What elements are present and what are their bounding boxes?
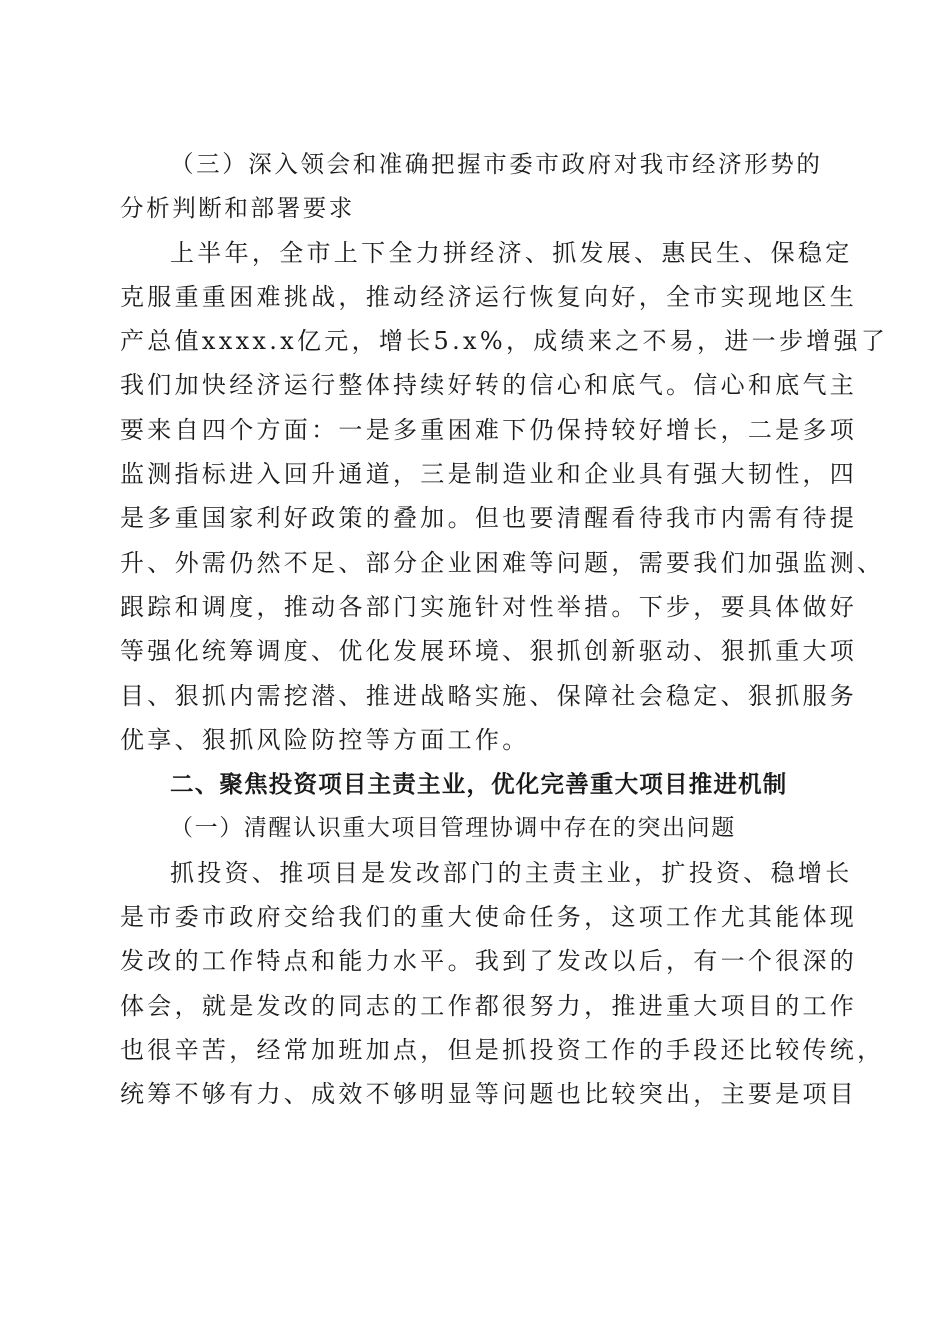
paragraph-line: 监测指标进入回升通道，三是制造业和企业具有强大韧性，四: [120, 460, 858, 489]
paragraph-line: 产总值xxxx.x亿元，增长5.x%，成绩来之不易，进一步增强了: [120, 327, 889, 356]
subsection-one-heading: （一）清醒认识重大项目管理协调中存在的突出问题: [170, 815, 736, 842]
paragraph-line: 是市委市政府交给我们的重大使命任务，这项工作尤其能体现: [120, 903, 858, 932]
paragraph-line: 统筹不够有力、成效不够明显等问题也比较突出，主要是项目: [120, 1080, 858, 1109]
paragraph-project-issues: [120, 851, 885, 1117]
paragraph-line: 跟踪和调度，推动各部门实施针对性举措。下步，要具体做好: [120, 592, 858, 621]
section-two-heading: 二、聚焦投资项目主责主业，优化完善重大项目推进机制: [170, 770, 788, 799]
section-three-heading: [120, 142, 832, 231]
document-page: [120, 142, 889, 1117]
paragraph-line: 也很辛苦，经常加班加点，但是抓投资工作的手段还比较传统，: [120, 1035, 885, 1064]
heading-line: 分析判断和部署要求: [120, 194, 355, 223]
paragraph-line: 抓投资、推项目是发改部门的主责主业，扩投资、稳增长: [170, 858, 853, 887]
paragraph-line: 体会，就是发改的同志的工作都很努力，推进重大项目的工作: [120, 991, 858, 1020]
paragraph-line: 发改的工作特点和能力水平。我到了发改以后，有一个很深的: [120, 947, 858, 976]
paragraph-line: 等强化统筹调度、优化发展环境、狠抓创新驱动、狠抓重大项: [120, 637, 858, 666]
paragraph-line: 上半年，全市上下全力拼经济、抓发展、惠民生、保稳定: [170, 238, 853, 267]
paragraph-line: 克服重重困难挑战，推动经济运行恢复向好，全市实现地区生: [120, 282, 858, 311]
paragraph-line: 目、狠抓内需挖潜、推进战略实施、保障社会稳定、狠抓服务: [120, 681, 858, 710]
paragraph-line: 是多重国家利好政策的叠加。但也要清醒看待我市内需有待提: [120, 504, 858, 533]
paragraph-line: 要来自四个方面：一是多重困难下仍保持较好增长，二是多项: [120, 415, 858, 444]
paragraph-line: 优享、狠抓风险防控等方面工作。: [120, 725, 530, 754]
paragraph-line: 升、外需仍然不足、部分企业困难等问题，需要我们加强监测、: [120, 548, 885, 577]
paragraph-line: 我们加快经济运行整体持续好转的信心和底气。信心和底气主: [120, 371, 858, 400]
paragraph-economy-overview: [120, 231, 889, 763]
heading-line: （三）深入领会和准确把握市委市政府对我市经济形势的: [170, 150, 823, 178]
